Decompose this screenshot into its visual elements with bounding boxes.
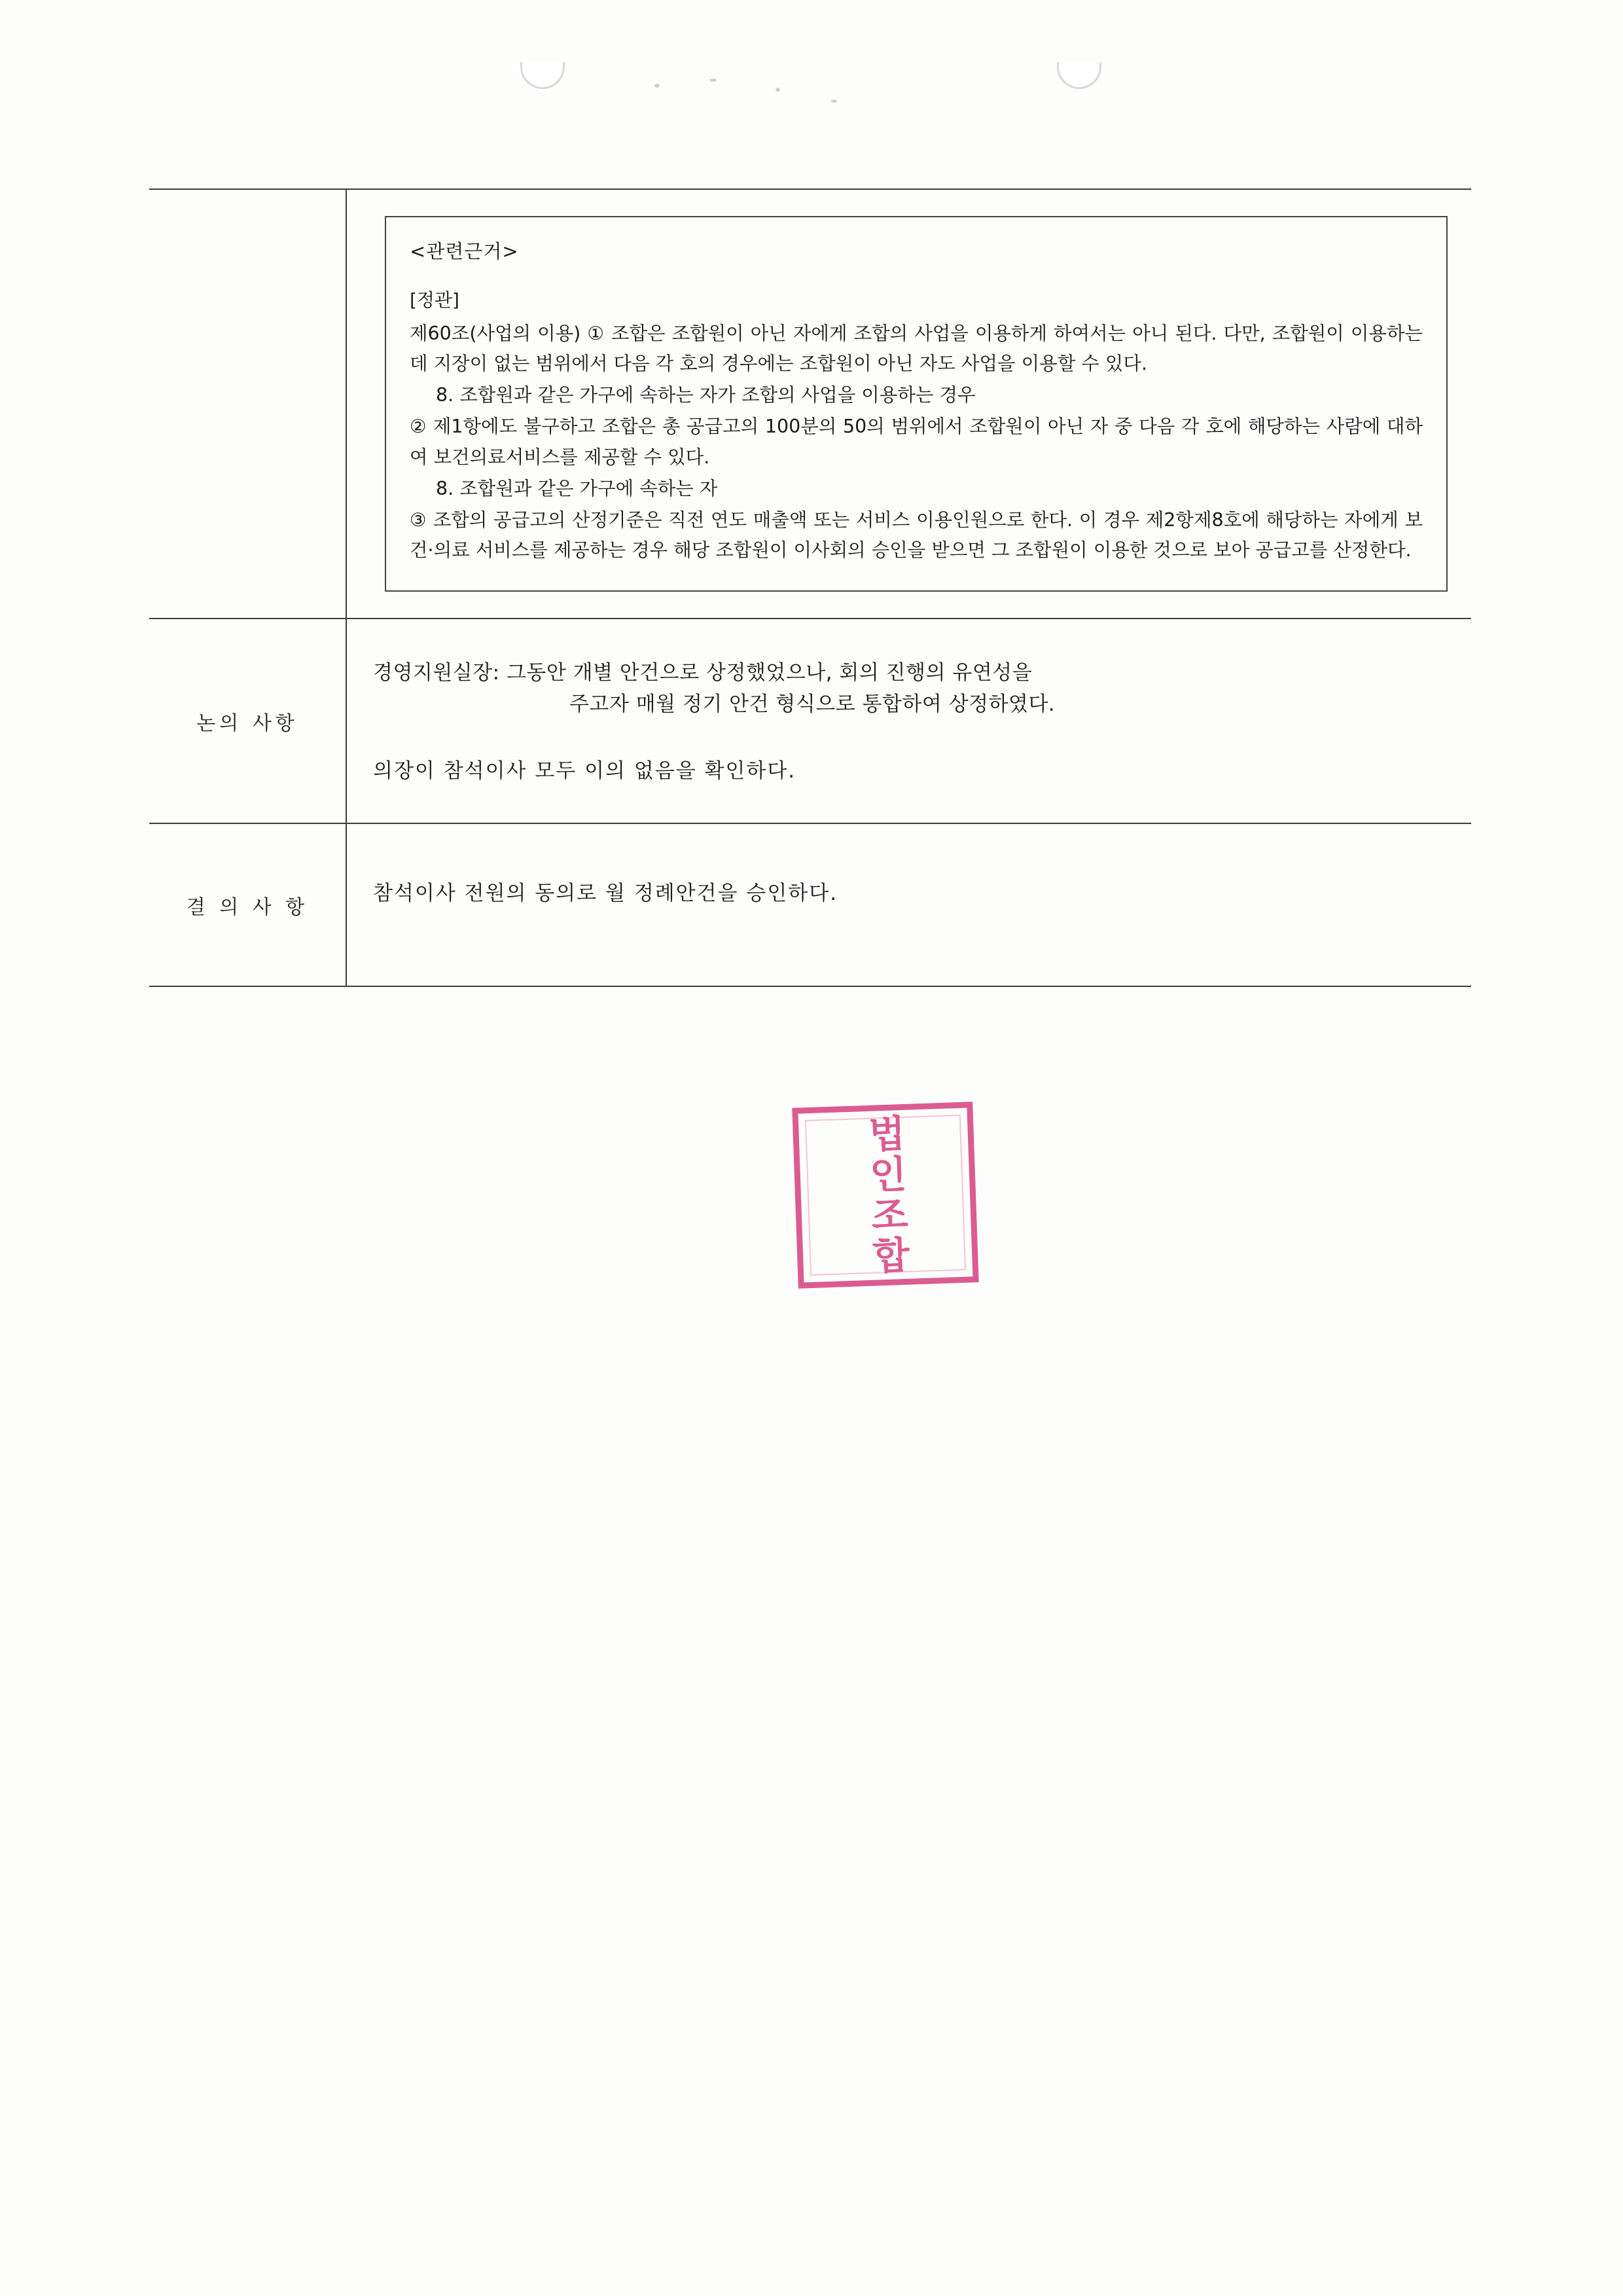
discussion-content-cell (347, 619, 1471, 823)
scan-speck (710, 79, 717, 82)
table-row-resolution (149, 823, 1471, 987)
legal-basis-source: [정관] (410, 289, 459, 311)
legal-basis-paragraph: 8. 조합원과 같은 가구에 속하는 자가 조합의 사업을 이용하는 경우 (436, 384, 976, 406)
legal-basis-box (385, 216, 1448, 592)
scan-speck (831, 99, 837, 103)
punch-hole-left (520, 62, 565, 89)
official-seal-stamp (792, 1102, 978, 1288)
resolution-content-cell (347, 824, 1471, 986)
legal-basis-paragraph: 8. 조합원과 같은 가구에 속하는 자 (436, 477, 718, 499)
discussion-speaker-line-1: 경영지원실장: 그동안 개별 안건으로 상정했었으나, 회의 진행의 유연성을 (373, 661, 1033, 685)
scan-speck (654, 84, 660, 88)
legal-basis-title: <관련근거> (410, 240, 519, 262)
table-row-discussion (149, 618, 1471, 823)
minutes-table (149, 188, 1471, 987)
basis-label-cell (149, 190, 347, 618)
basis-content-cell (347, 190, 1471, 618)
legal-basis-paragraph: ③ 조합의 공급고의 산정기준은 직전 연도 매출액 또는 서비스 이용인원으로 한다. 이 경우 제2항제8호에 해당하는 자에게 보건·의료 서비스를 제공하는 경우 해당 조합원이 이사회의 승인을 받으면 그 조합원이 이용한 것으로 보아 공급고를 산정한다. (410, 509, 1423, 562)
punch-hole-right (1057, 62, 1101, 89)
scan-speck (776, 88, 780, 92)
discussion-chair-line: 의장이 참석이사 모두 이의 없음을 확인하다. (373, 759, 796, 783)
legal-basis-paragraph: ② 제1항에도 불구하고 조합은 총 공급고의 100분의 50의 범위에서 조합원이 아닌 자 중 다음 각 호에 해당하는 사람에 대하여 보건의료서비스를 제공할 수 있다. (410, 416, 1423, 468)
resolution-text: 참석이사 전원의 동의로 월 정례안건을 승인하다. (373, 882, 838, 906)
resolution-label: 결 의 사 항 (149, 824, 347, 986)
table-row-basis (149, 188, 1471, 618)
discussion-label: 논의 사항 (149, 619, 347, 823)
seal-text: 법인조합 (861, 1113, 911, 1278)
discussion-speaker-line-2: 주고자 매월 정기 안건 형식으로 통합하여 상정하였다. (569, 692, 1056, 717)
legal-basis-paragraph: 제60조(사업의 이용) ① 조합은 조합원이 아닌 자에게 조합의 사업을 이용하게 하여서는 아니 된다. 다만, 조합원이 이용하는데 지장이 없는 범위에서 다음 각 호의 경우에는 조합원이 아닌 자도 사업을 이용할 수 있다. (410, 323, 1423, 375)
